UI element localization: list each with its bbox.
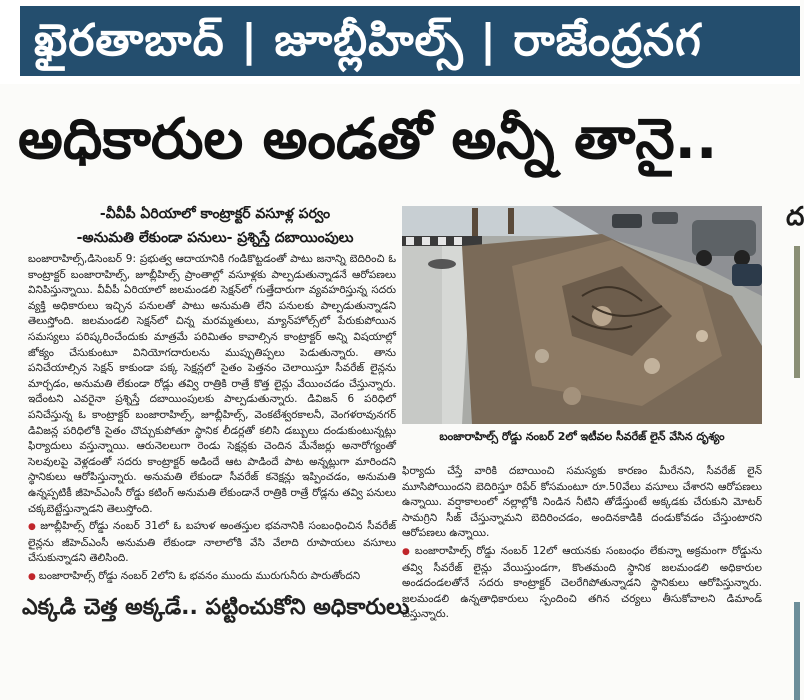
subheading-1: -వీవీపీ ఏరియాలో కాంట్రాక్టర్ వసూళ్ల పర్వం bbox=[99, 206, 331, 222]
article-body-left bbox=[28, 252, 396, 592]
next-headline-fragment: ఎక్కడి చెత్త అక్కడే.. పట్టించుకోని అధికారులు bbox=[22, 595, 410, 620]
adjacent-article-strip bbox=[780, 92, 804, 608]
adjacent-photo-2 bbox=[794, 602, 800, 700]
body-paragraph-2 bbox=[28, 519, 396, 567]
article-photo bbox=[402, 206, 762, 424]
body-paragraph-1: బంజారాహిల్స్,డిసెంబర్ 9: ప్రభుత్వ ఆదాయానికి గండికొట్టడంతో పాటు జనాన్ని బెదిరించి ఓ కాంట్రాక్టర్ బంజారాహిల్స్, జూబ్లీహిల్స్ ప్రాంతాల్లో వసూళ్లకు పాల్పడుతున్నాడనే ఆరోపణలు వినిపిస్తున్నాయి. వీవీపీ ఏరియాలో జలమండలి సెక్షన్‌లో గుత్తేదారుగా వ్యవహరిస్తున్న సదరు వ్యక్తి అధికారులు ఇచ్చిన పనులతో పాటు అనుమతి లేని పనులకు పాల్పడుతున్నాడని తెలుస్తోంది. జలమండలి సెక్షన్‌లో చిన్న మరమ్మతులు, మ్యాన్‌హోల్స్‌లో పేరుకుపోయిన సమస్యలు పరిష్కరించేందుకు మాత్రమే పరిమితం కావాల్సిన కాంట్రాక్టర్ అన్ని విషయాల్లో జోక్యం చేసుకుంటూ వినియోగదారులను ముప్పుతిప్పలు పెడుతున్నారు. తాను పనిచేయాల్సిన సెక్షన్ కాకుండా పక్క సెక్షన్లలో సైతం పెత్తనం చెలాయిస్తూ సీవరేజ్ లైన్లను మార్చడం, అనుమతి లేకుండా రోడ్లు తవ్వి రాత్రికి రాత్రే కొత్త లైన్లు వేయించడం చేస్తున్నారు. ఇదేంటని ఎవరైనా ప్రశ్నిస్తే దబాయింపులకు పాల్పడుతున్నారు. డివిజన్ 6 పరిధిలో పనిచేస్తున్న ఓ కాంట్రాక్టర్ బంజారాహిల్స్, జూబ్లీహిల్స్, వెంకటేశ్వరకాలనీ, వెంగళరావునగర్ డివిజన్ల పరిధిలోకి సైతం చొచ్చుకుపోతూ స్థానిక లీడర్లతో కలిసి డబ్బులు దండుకుంటున్నట్లు ఫిర్యాదులు వస్తున్నాయి. ఆరునెలలుగా రెండు సెక్షన్లకు చెందిన మేనేజర్లు అనారోగ్యంతో సెలవులపై వెళ్లడంతో సదరు కాంట్రాక్టర్ అడిందే ఆట పాడిందే పాట అన్నట్లుగా మారిందని స్థానికులు ఆరోపిస్తున్నారు. అనుమతి లేకుండా సీవరేజ్ కనెక్షన్లు ఇప్పించడం, అనుమతి ఉన్నప్పటికీ జీహెచ్‌ఎంసీ రోడ్డు కటింగ్ అనుమతి లేకుండానే రాత్రికి రాత్రే రోడ్లను తవ్వి పనులు చక్కబెట్టేస్తున్నాడని తెలుస్తోంది. bbox=[28, 253, 396, 515]
sewer-site-photo bbox=[402, 206, 762, 424]
body-paragraph-2-text: జూబ్లీహిల్స్ రోడ్డు నంబర్ 31లో ఓ బహుళ అంతస్తుల భవనానికి సంబంధించిన సీవరేజ్ లైన్లను జీహెచ్‌ఎంసీ అనుమతి లేకుండా నాలాలోకి వేసి వేలాది రూపాయలు వసూలు చేసుకున్నాడని తెలిసింది. bbox=[28, 520, 396, 565]
adjacent-photo bbox=[794, 246, 800, 378]
right-paragraph-1: ఫిర్యాదు చేస్తే వారికి దబాయించి సమస్యకు కారణం మీరేనని, సీవరేజ్ లైన్ మూసిపోయిందని బెదిరిస్తూ రిపేర్ కోసమంటూ రూ.50వేలు వసూలు చేశారని ఆరోపణలు ఉన్నాయి. వర్షాకాలంలో నల్లాల్లోకి నిండిన నీటిని తోడేస్తుంటే అక్కడకు చేరుకుని మోటర్ సామగ్రిని సీజ్ చేస్తున్నామని బెదిరించడం, అందినకాడికి దండుకోవడం చేస్తుంటారని ఆరోపణలు ఉన్నాయి. bbox=[402, 465, 762, 540]
body-paragraph-3 bbox=[28, 569, 396, 586]
article-headline: అధికారుల అండతో అన్నీ తానై.. bbox=[18, 107, 718, 172]
body-paragraph-3-text: బంజారాహిల్స్ రోడ్డు నంబర్ 2లోని ఓ భవనం ముందు మురుగునీరు పారుతోందని bbox=[38, 569, 361, 582]
bullet-icon: ● bbox=[28, 571, 36, 582]
article-body-right bbox=[402, 464, 762, 621]
subheading-2: -అనుమతి లేకుండా పనులు- ప్రశ్నిస్తే దబాయింపులు bbox=[76, 230, 354, 246]
right-paragraph-2-text: బంజారాహిల్స్ రోడ్డు నంబర్ 12లో ఆయనకు సంబంధం లేకున్నా అక్రమంగా రోడ్డును తవ్వి సీవరేజ్ లైన్లు వేయిస్తుండగా, కొంతమంది స్థానిక జలమండలి అధికారుల అండదండలతోనే సదరు కాంట్రాక్టర్ చెలరేగిపోతున్నాడని స్థానికులు ఆరోపిస్తున్నారు. జలమండలి ఉన్నతాధికారులు స్పందించి తగిన చర్యలు తీసుకోవాలని డిమాండ్ చేస్తున్నారు. bbox=[402, 544, 762, 621]
bullet-icon: ● bbox=[402, 546, 412, 557]
photo-caption: బంజారాహిల్స్ రోడ్డు నంబర్ 2లో ఇటీవల సీవరేజ్ లైన్ వేసిన దృశ్యం bbox=[439, 430, 725, 443]
adjacent-headline-fragment: ద bbox=[786, 202, 804, 232]
bullet-icon: ● bbox=[28, 522, 38, 533]
right-paragraph-2 bbox=[402, 544, 762, 623]
section-header-title: ఖైరతాబాద్ | జూబ్లీహిల్స్ | రాజేంద్రనగ bbox=[34, 15, 702, 66]
